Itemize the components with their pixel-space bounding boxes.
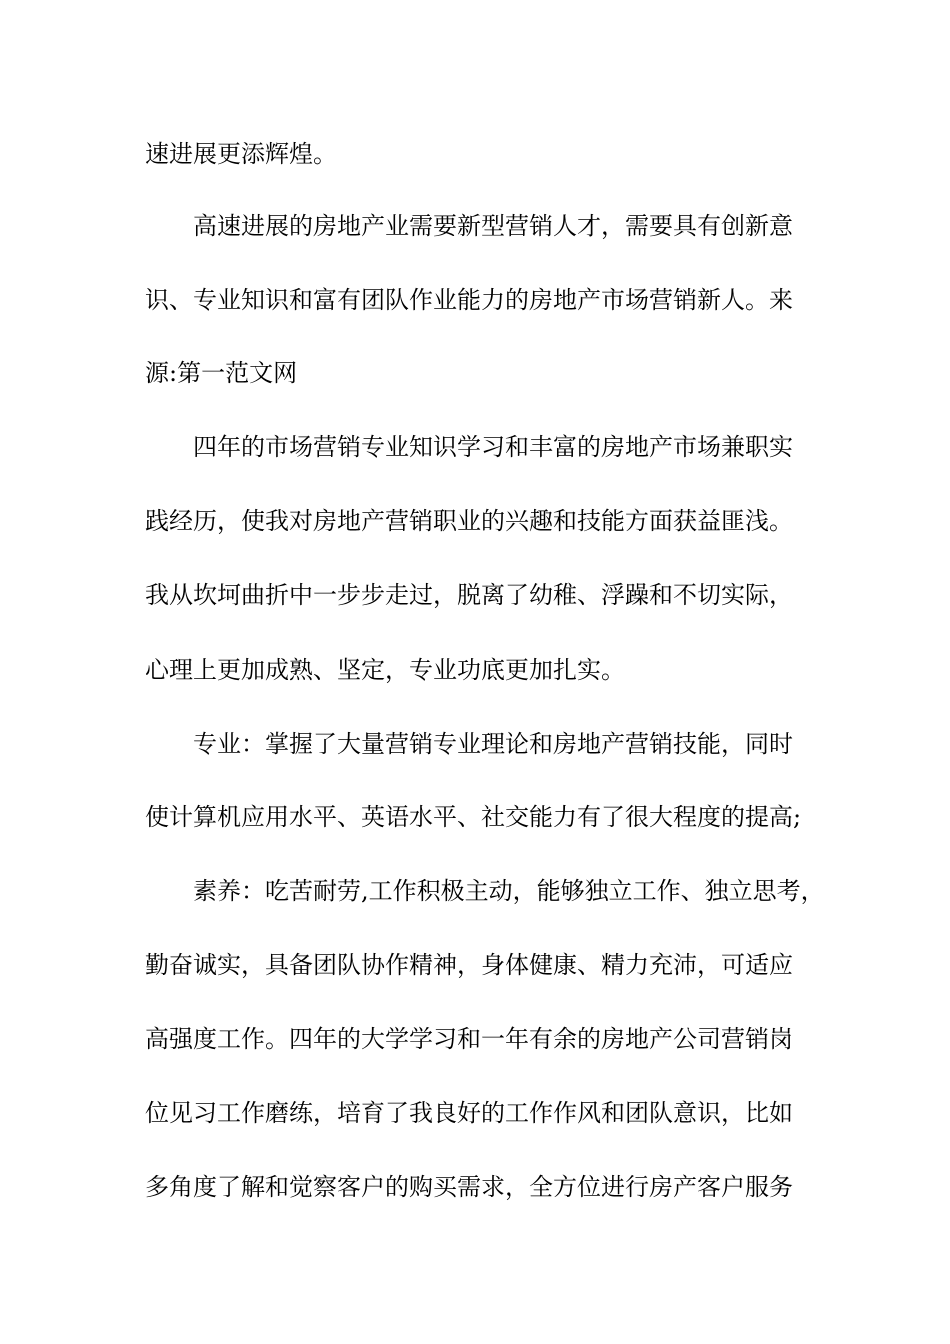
- text-line-6: 践经历，使我对房地产营销职业的兴趣和技能方面获益匪浅。: [145, 507, 793, 535]
- text-line-4: 源:第一范文网: [145, 359, 298, 387]
- text-line-14: 位见习工作磨练，培育了我良好的工作作风和团队意识，比如: [145, 1099, 793, 1127]
- text-line-8: 心理上更加成熟、坚定，专业功底更加扎实。: [145, 656, 625, 684]
- text-line-11: 素养：吃苦耐劳,工作积极主动，能够独立工作、独立思考，: [193, 877, 825, 905]
- text-line-9: 专业：掌握了大量营销专业理论和房地产营销技能，同时: [193, 730, 793, 758]
- text-line-3: 识、专业知识和富有团队作业能力的房地产市场营销新人。来: [145, 286, 793, 314]
- text-line-13: 高强度工作。四年的大学学习和一年有余的房地产公司营销岗: [145, 1025, 793, 1053]
- text-line-10: 使计算机应用水平、英语水平、社交能力有了很大程度的提高;: [145, 803, 802, 831]
- text-line-2: 高速进展的房地产业需要新型营销人才，需要具有创新意: [193, 212, 793, 240]
- text-line-12: 勤奋诚实，具备团队协作精神，身体健康、精力充沛，可适应: [145, 951, 793, 979]
- text-line-7: 我从坎坷曲折中一步步走过，脱离了幼稚、浮躁和不切实际，: [145, 581, 793, 609]
- text-line-5: 四年的市场营销专业知识学习和丰富的房地产市场兼职实: [193, 433, 793, 461]
- text-line-1: 速进展更添辉煌。: [145, 140, 337, 168]
- text-line-15: 多角度了解和觉察客户的购买需求，全方位进行房产客户服务: [145, 1173, 793, 1201]
